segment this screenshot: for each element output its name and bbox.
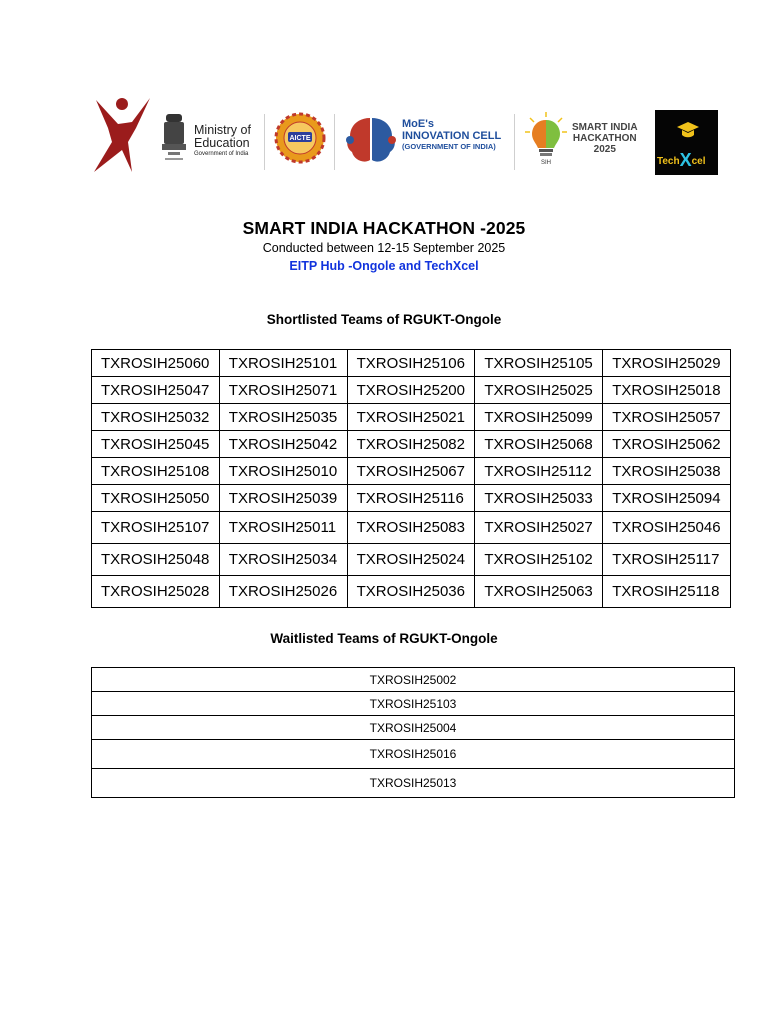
team-id-cell: TXROSIH25105 bbox=[475, 350, 603, 377]
innovation-line3: (GOVERNMENT OF INDIA) bbox=[402, 142, 496, 151]
innovation-line2: INNOVATION CELL bbox=[402, 130, 502, 142]
team-id-cell: TXROSIH25107 bbox=[92, 512, 220, 544]
innovation-cell-text bbox=[402, 118, 501, 152]
team-id-cell: TXROSIH25200 bbox=[347, 377, 475, 404]
waitlisted-team-cell: TXROSIH25002 bbox=[92, 668, 735, 692]
table-row bbox=[92, 485, 731, 512]
waitlisted-team-cell: TXROSIH25016 bbox=[92, 740, 735, 769]
waitlisted-team-cell: TXROSIH25013 bbox=[92, 769, 735, 798]
team-id-cell: TXROSIH25117 bbox=[603, 544, 731, 576]
team-id-cell: TXROSIH25101 bbox=[219, 350, 347, 377]
logo-strip bbox=[88, 94, 728, 178]
waitlisted-team-cell: TXROSIH25004 bbox=[92, 716, 735, 740]
table-row bbox=[92, 377, 731, 404]
ministry-of-education-text bbox=[194, 124, 251, 158]
team-id-cell: TXROSIH25028 bbox=[92, 576, 220, 608]
sih-line3: 2025 bbox=[593, 144, 616, 155]
table-row bbox=[92, 512, 731, 544]
team-id-cell: TXROSIH25112 bbox=[475, 458, 603, 485]
page-title: SMART INDIA HACKATHON -2025 bbox=[242, 218, 526, 238]
techxcel-wordmark bbox=[657, 148, 706, 169]
team-id-cell: TXROSIH25029 bbox=[603, 350, 731, 377]
waitlisted-teams-table bbox=[91, 667, 735, 798]
team-id-cell: TXROSIH25083 bbox=[347, 512, 475, 544]
team-id-cell: TXROSIH25099 bbox=[475, 404, 603, 431]
team-id-cell: TXROSIH25045 bbox=[92, 431, 220, 458]
team-id-cell: TXROSIH25057 bbox=[603, 404, 731, 431]
sih-bulb-logo bbox=[524, 110, 568, 168]
team-id-cell: TXROSIH25048 bbox=[92, 544, 220, 576]
shortlisted-heading: Shortlisted Teams of RGUKT-Ongole bbox=[266, 312, 502, 327]
hub-name: EITP Hub -Ongole and TechXcel bbox=[289, 259, 479, 273]
logo-divider bbox=[264, 114, 265, 170]
team-id-cell: TXROSIH25067 bbox=[347, 458, 475, 485]
waitlisted-heading: Waitlisted Teams of RGUKT-Ongole bbox=[270, 631, 498, 646]
team-id-cell: TXROSIH25011 bbox=[219, 512, 347, 544]
team-id-cell: TXROSIH25033 bbox=[475, 485, 603, 512]
sih-line2: HACKATHON bbox=[572, 133, 637, 144]
team-id-cell: TXROSIH25082 bbox=[347, 431, 475, 458]
table-row bbox=[92, 668, 735, 692]
team-id-cell: TXROSIH25042 bbox=[219, 431, 347, 458]
graduation-cap-icon bbox=[675, 120, 701, 140]
aicte-label: AICTE bbox=[289, 135, 311, 142]
table-row bbox=[92, 692, 735, 716]
moe-line1: Ministry of bbox=[194, 123, 251, 137]
innovation-cell-brain-logo bbox=[344, 114, 398, 166]
shortlisted-teams-table bbox=[91, 349, 731, 608]
team-id-cell: TXROSIH25046 bbox=[603, 512, 731, 544]
team-id-cell: TXROSIH25060 bbox=[92, 350, 220, 377]
moe-line2: Education bbox=[194, 136, 250, 150]
team-id-cell: TXROSIH25032 bbox=[92, 404, 220, 431]
table-row bbox=[92, 404, 731, 431]
table-row bbox=[92, 458, 731, 485]
sih-line1: SMART INDIA bbox=[572, 122, 638, 133]
sih-text bbox=[572, 122, 638, 155]
techxcel-part-a: Tech bbox=[657, 156, 680, 167]
waitlisted-team-cell: TXROSIH25103 bbox=[92, 692, 735, 716]
team-id-cell: TXROSIH25038 bbox=[603, 458, 731, 485]
team-id-cell: TXROSIH25116 bbox=[347, 485, 475, 512]
team-id-cell: TXROSIH25108 bbox=[92, 458, 220, 485]
person-figure-logo bbox=[88, 94, 154, 174]
team-id-cell: TXROSIH25036 bbox=[347, 576, 475, 608]
table-row bbox=[92, 544, 731, 576]
team-id-cell: TXROSIH25027 bbox=[475, 512, 603, 544]
techxcel-logo bbox=[655, 110, 718, 175]
team-id-cell: TXROSIH25102 bbox=[475, 544, 603, 576]
innovation-line1: MoE's bbox=[402, 118, 434, 130]
team-id-cell: TXROSIH25071 bbox=[219, 377, 347, 404]
table-row bbox=[92, 716, 735, 740]
team-id-cell: TXROSIH25063 bbox=[475, 576, 603, 608]
techxcel-part-x: X bbox=[679, 150, 692, 170]
moe-line3: Government of India bbox=[194, 151, 249, 157]
team-id-cell: TXROSIH25106 bbox=[347, 350, 475, 377]
team-id-cell: TXROSIH25024 bbox=[347, 544, 475, 576]
team-id-cell: TXROSIH25118 bbox=[603, 576, 731, 608]
team-id-cell: TXROSIH25025 bbox=[475, 377, 603, 404]
logo-divider bbox=[334, 114, 335, 170]
team-id-cell: TXROSIH25035 bbox=[219, 404, 347, 431]
team-id-cell: TXROSIH25068 bbox=[475, 431, 603, 458]
aicte-gear-logo bbox=[274, 112, 326, 164]
techxcel-part-c: cel bbox=[691, 156, 706, 167]
team-id-cell: TXROSIH25034 bbox=[219, 544, 347, 576]
team-id-cell: TXROSIH25050 bbox=[92, 485, 220, 512]
team-id-cell: TXROSIH25010 bbox=[219, 458, 347, 485]
table-row bbox=[92, 769, 735, 798]
table-row bbox=[92, 350, 731, 377]
team-id-cell: TXROSIH25062 bbox=[603, 431, 731, 458]
team-id-cell: TXROSIH25047 bbox=[92, 377, 220, 404]
team-id-cell: TXROSIH25021 bbox=[347, 404, 475, 431]
logo-divider bbox=[514, 114, 515, 170]
national-emblem-icon bbox=[160, 112, 188, 164]
table-row bbox=[92, 431, 731, 458]
team-id-cell: TXROSIH25026 bbox=[219, 576, 347, 608]
team-id-cell: TXROSIH25039 bbox=[219, 485, 347, 512]
sih-badge-label: SIH bbox=[540, 160, 552, 166]
table-row bbox=[92, 740, 735, 769]
conducted-dates: Conducted between 12-15 September 2025 bbox=[262, 241, 506, 255]
team-id-cell: TXROSIH25018 bbox=[603, 377, 731, 404]
table-row bbox=[92, 576, 731, 608]
team-id-cell: TXROSIH25094 bbox=[603, 485, 731, 512]
